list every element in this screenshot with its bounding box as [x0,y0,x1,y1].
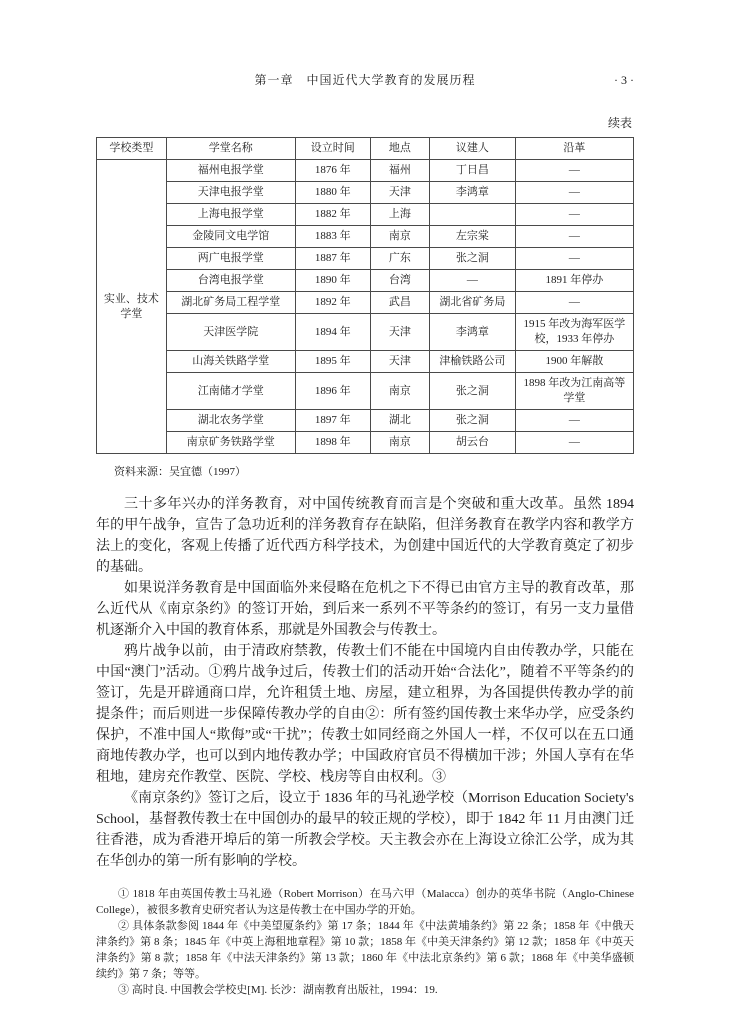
table-cell: 1887 年 [295,248,370,270]
table-cell: 1900 年解散 [515,351,633,373]
table-continued-label: 续表 [607,116,632,130]
col-header-school-name: 学堂名称 [166,138,295,160]
col-header-school-type: 学校类型 [97,138,167,160]
footnote: ① 1818 年由英国传教士马礼逊（Robert Morrison）在马六甲（Malacca）创办的英华书院（Anglo-Chinese College），被很多教育史研究者认为这是传教士在中国办学的开始。 [96,888,634,916]
school-category-cell: 实业、技术学堂 [97,160,167,454]
table-row [97,248,634,270]
table-cell: — [515,226,633,248]
table-cell: 1897 年 [295,410,370,432]
body-paragraph: 鸦片战争以前，由于清政府禁教，传教士们不能在中国境内自由传教办学，只能在中国“澳门”活动。①鸦片战争过后，传教士们的活动开始“合法化”，随着不平等条约的签订，先是开辟通商口岸，允许租赁土地、房屋，建立租界，为各国提供传教办学的前提条件；而后则进一步保障传教办学的自由②：所有签约国传教士来华办学，应受条约保护，不准中国人“欺侮”或“干扰”；传教士如同经商之外国人一样，不仅可以在五口通商地传教办学，也可以到内地传教办学；中国政府官员不得横加干涉；外国人享有在华租地，建房充作教堂、医院、学校、栈房等自由权利。③ [96,644,634,785]
table-cell: 1895 年 [295,351,370,373]
table-cell: 1915 年改为海军医学校，1933 年停办 [515,314,633,351]
body-paragraph: 三十多年兴办的洋务教育，对中国传统教育而言是个突破和重大改革。虽然 1894 年的甲午战争，宣告了急功近利的洋务教育存在缺陷，但洋务教育在教学内容和教学方法上的变化，客观上传播了近代西方科学技术，为创建中国近代的大学教育奠定了初步的基础。 [96,497,634,575]
table-cell: 1898 年改为江南高等学堂 [515,373,633,410]
table-cell: 台湾 [370,270,429,292]
table-cell: — [429,270,515,292]
table-cell: 天津 [370,351,429,373]
table-cell: 天津 [370,182,429,204]
col-header-proposer: 议建人 [429,138,515,160]
table-cell: 武昌 [370,292,429,314]
table-cell: 左宗棠 [429,226,515,248]
table-cell: 南京矿务铁路学堂 [166,432,295,454]
table-cell: 天津 [370,314,429,351]
table-cell: 江南储才学堂 [166,373,295,410]
footnote: ③ 高时良. 中国教会学校史[M]. 长沙：湖南教育出版社，1994：19. [118,984,438,996]
schools-table [96,137,634,454]
table-cell: 广东 [370,248,429,270]
table-cell: 1882 年 [295,204,370,226]
table-body [97,160,634,454]
table-row [97,204,634,226]
table-cell: 南京 [370,373,429,410]
footnotes [96,886,634,998]
table-cell: 丁日昌 [429,160,515,182]
table-cell: — [515,160,633,182]
col-header-founding-year: 设立时间 [295,138,370,160]
table-cell: 1898 年 [295,432,370,454]
table-cell: 1892 年 [295,292,370,314]
table-cell: 津榆铁路公司 [429,351,515,373]
table-cell: 山海关铁路学堂 [166,351,295,373]
chapter-title: 第一章 中国近代大学教育的发展历程 [254,73,476,87]
body-text [96,494,634,872]
body-paragraph: 《南京条约》签订之后，设立于 1836 年的马礼逊学校（Morrison Education Society's School，基督教传教士在中国创办的最早的较正规的学校），即于 1842 年 11 月由澳门迁往香港，成为香港开埠后的第一所教会学校。天主教会亦在上海设立徐汇公学，成为其在华创办的第一所有影响的学校。 [96,791,634,869]
body-paragraph: 如果说洋务教育是中国面临外来侵略在危机之下不得已由官方主导的教育改革，那么近代从《南京条约》的签订开始，到后来一系列不平等条约的签订，有另一支力量借机逐渐介入中国的教育体系，那就是外国教会与传教士。 [96,581,634,638]
table-cell: 张之洞 [429,248,515,270]
table-cell: 天津电报学堂 [166,182,295,204]
table-cell: 1876 年 [295,160,370,182]
table-cell: 湖北 [370,410,429,432]
table-cell: 张之洞 [429,410,515,432]
table-cell: 1891 年停办 [515,270,633,292]
col-header-evolution: 沿革 [515,138,633,160]
table-cell: 南京 [370,432,429,454]
table-cell: 福州 [370,160,429,182]
table-cell: 台湾电报学堂 [166,270,295,292]
table-cell: — [515,204,633,226]
table-row [97,373,634,410]
table-row [97,292,634,314]
table-cell: 湖北矿务局工程学堂 [166,292,295,314]
running-header [96,72,634,88]
table-cell: 湖北农务学堂 [166,410,295,432]
table-row [97,432,634,454]
table-row [97,160,634,182]
table-row [97,270,634,292]
table-row [97,182,634,204]
table-cell: 1896 年 [295,373,370,410]
table-source-note: 资料来源：吴宜德（1997） [114,466,246,478]
table-cell: 福州电报学堂 [166,160,295,182]
table-cell: 1883 年 [295,226,370,248]
footnote: ② 具体条款参阅 1844 年《中美望厦条约》第 17 条；1844 年《中法黄埔条约》第 22 条；1858 年《中俄天津条约》第 8 条；1845 年《中英上海租地章程》第 10 款；1858 年《中美天津条约》第 12 款；1858 年《中英天津条约》第 8 款；1858 年《中法天津条约》第 13 款；1860 年《中法北京条约》第 6 款；1868 年《中美华盛顿续约》第 7 条；等等。 [96,920,634,980]
table-cell: 天津医学院 [166,314,295,351]
table-cell: 李鸿章 [429,182,515,204]
page-number: · 3 · [614,73,634,87]
table-cell: 1880 年 [295,182,370,204]
table-cell: 南京 [370,226,429,248]
table-row [97,226,634,248]
table-cell: 1894 年 [295,314,370,351]
table-cell: 李鸿章 [429,314,515,351]
table-row [97,410,634,432]
table-cell: 1890 年 [295,270,370,292]
table-cell: 金陵同文电学馆 [166,226,295,248]
table-cell: 两广电报学堂 [166,248,295,270]
table-cell [429,204,515,226]
table-row [97,351,634,373]
table-cell: — [515,432,633,454]
table-row [97,314,634,351]
table-cell: 湖北省矿务局 [429,292,515,314]
table-cell: 张之洞 [429,373,515,410]
table-cell: — [515,248,633,270]
table-header [97,138,634,160]
table-header-row [97,138,634,160]
table-cell: 胡云台 [429,432,515,454]
table-cell: — [515,292,633,314]
table-cell: 上海 [370,204,429,226]
table-cell: 上海电报学堂 [166,204,295,226]
table-cell: — [515,182,633,204]
table-cell: — [515,410,633,432]
col-header-location: 地点 [370,138,429,160]
